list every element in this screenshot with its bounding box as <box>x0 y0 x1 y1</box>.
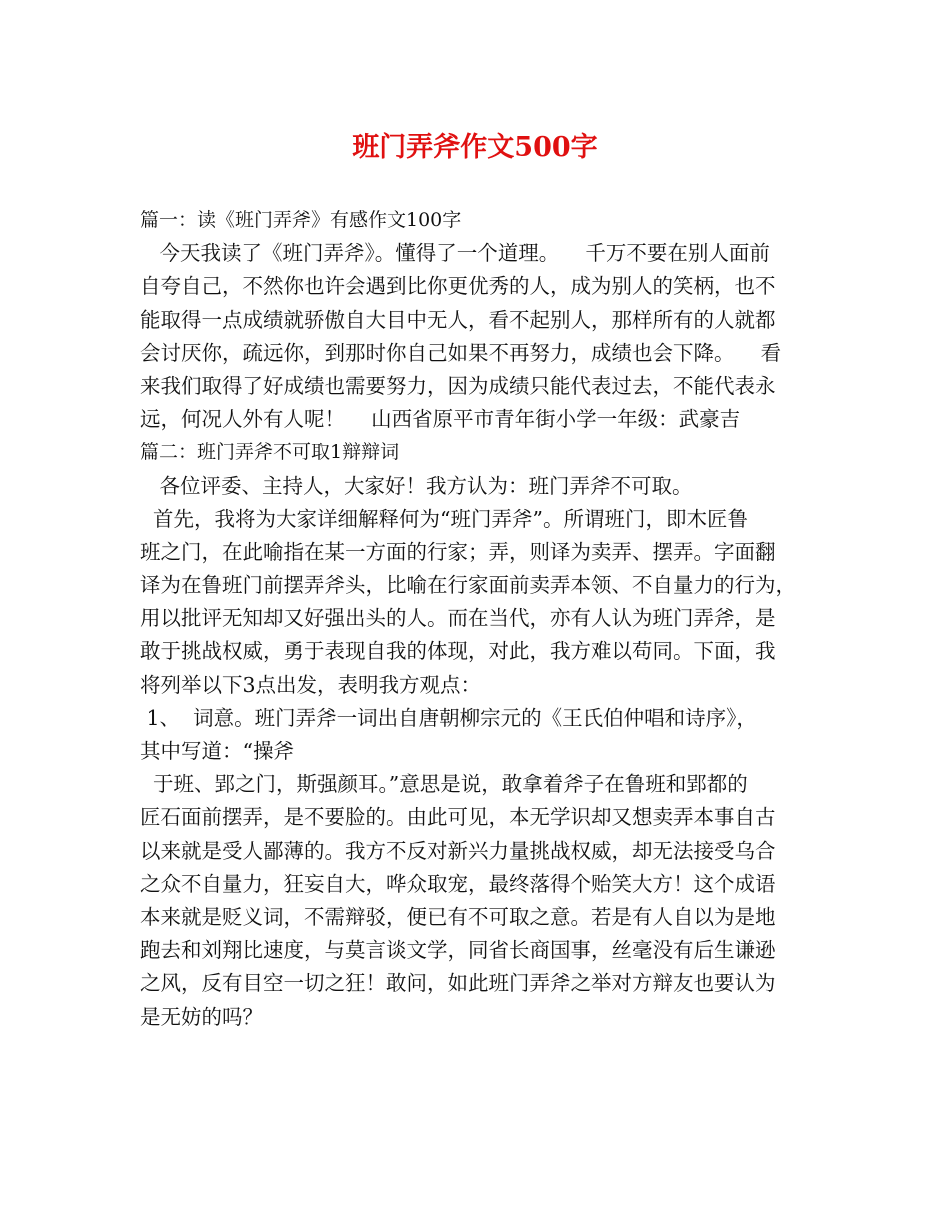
body-line: 跑去和刘翔比速度，与莫言谈文学，同省长商国事，丝毫没有后生谦逊 <box>140 938 776 963</box>
body-line: 译为在鲁班门前摆弄斧头，比喻在行家面前卖弄本领、不自量力的行为， <box>140 573 796 598</box>
body-line: 各位评委、主持人，大家好！我方认为：班门弄斧不可取。 <box>140 473 693 498</box>
body-line: 来我们取得了好成绩也需要努力，因为成绩只能代表过去，不能代表永 <box>140 373 776 398</box>
body-line: 敢于挑战权威，勇于表现自我的体现，对此，我方难以苟同。下面，我 <box>140 639 776 664</box>
body-line: 之风，反有目空一切之狂！敢问，如此班门弄斧之举对方辩友也要认为 <box>140 971 776 996</box>
body-line: 会讨厌你，疏远你，到那时你自己如果不再努力，成绩也会下降。 看 <box>140 340 782 365</box>
body-line: 远，何况人外有人呢！ 山西省原平市青年街小学一年级：武豪吉 <box>140 407 741 432</box>
body-line: 将列举以下3点出发，表明我方观点： <box>140 672 482 697</box>
body-line: 自夸自己，不然你也许会遇到比你更优秀的人，成为别人的笑柄，也不 <box>140 274 776 299</box>
body-line: 用以批评无知却又好强出头的人。而在当代，亦有人认为班门弄斧，是 <box>140 606 776 631</box>
body-line: 1、 词意。班门弄斧一词出自唐朝柳宗元的《王氏伯仲唱和诗序》， <box>140 705 757 730</box>
document-body <box>140 204 815 1034</box>
body-line: 匠石面前摆弄，是不要脸的。由此可见，本无学识却又想卖弄本事自古 <box>140 805 776 830</box>
body-line: 其中写道：“操斧 <box>140 739 294 763</box>
body-line: 以来就是受人鄙薄的。我方不反对新兴力量挑战权威，却无法接受乌合 <box>140 838 776 863</box>
body-line: 首先，我将为大家详细解释何为“班门弄斧”。所谓班门，即木匠鲁 <box>140 506 748 531</box>
section-heading-1: 篇一：读《班门弄斧》有感作文100字 <box>140 209 462 231</box>
body-line: 能取得一点成绩就骄傲自大目中无人，看不起别人，那样所有的人就都 <box>140 307 776 332</box>
document-title: 班门弄斧作文500字 <box>352 132 598 163</box>
body-line: 今天我读了《班门弄斧》。懂得了一个道理。 千万不要在别人面前 <box>140 241 770 266</box>
body-line: 于班、郢之门，斯强颜耳。”意思是说，敢拿着斧子在鲁班和郢都的 <box>140 772 748 797</box>
body-line: 是无妨的吗？ <box>140 1004 263 1029</box>
section-heading-2: 篇二：班门弄斧不可取1辩辩词 <box>140 441 400 464</box>
body-line: 班之门，在此喻指在某一方面的行家；弄，则译为卖弄、摆弄。字面翻 <box>140 539 776 564</box>
body-line: 本来就是贬义词，不需辩驳，便已有不可取之意。若是有人自以为是地 <box>140 904 776 929</box>
body-line: 之众不自量力，狂妄自大，哗众取宠，最终落得个贻笑大方！这个成语 <box>140 871 776 896</box>
